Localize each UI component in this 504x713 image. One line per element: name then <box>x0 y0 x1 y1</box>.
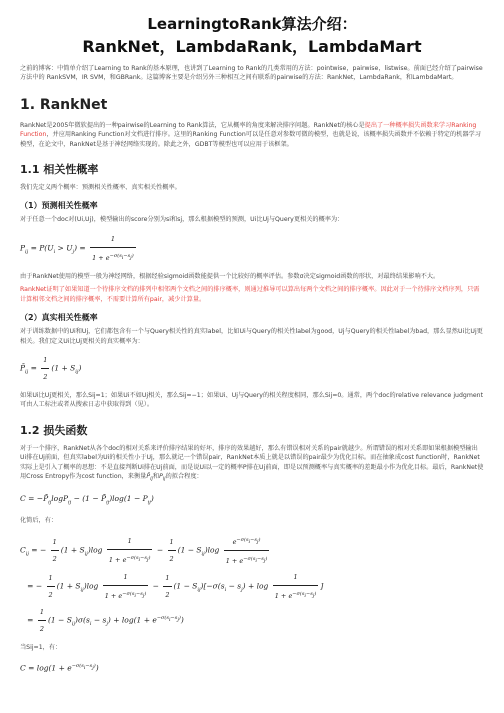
intro-paragraph: 之前的博客：中简单介绍了Learning to Rank的基本原理，也讲到了Learning to Rank的几类常用的方法：pointwise，pairwise，listwise。前面已经介绍了pairwise方法中的 RankSVM，IR SVM，和GBRank。这篇博客主要是介绍另外三种相互之间有联系的pairwise的方法：RankNet，LambdaRank，和LambdaMart。 <box>20 65 483 82</box>
predicted-text: 对于任意一个doc对(Ui,Uj)，模型输出的score分别为si和sj，那么根据模型的预测，Ui比Uj与Query更相关的概率为： <box>20 216 344 224</box>
true-text: 对于训练数据中的Ui和Uj，它们都包含有一个与Query相关性的真实label，比如Ui与Query的相关性label为good，Uj与Query的相关性label为bad，那么显然Ui比Uj更相关。我们定义Ui比Uj更相关的真实概率为： <box>20 328 483 345</box>
formula-cross-entropy: $C = -P̄_{ij}\log P_{ij} - (1$ − $P̄_{ij})\log(1 - P_{ij})$ <box>20 493 154 506</box>
formula-simplified: $C_{ij}$ = − $\frac{1}{2}$ $(1 + S_{ij})\log$ $\frac{1}{1 + e^{-\sigma(si-sj)}}$ − $\frac{1}{2}$ $(1 - S_{ij})\log$ $\frac{e^{-\sigma(si-sj)}}{1 + e^{-\sigma(si-sj)}}$ = − $\frac{1}{2}$ $(1 + S_{ij})\log$ $\frac{1}{1 + e^{-\sigma(si-sj)}}$ − $\frac{1}{2}$ $(1 - S_{ij})[-\sigma(s_i - s_j) + \log$ $\frac{1}{1 + e^{-\sigma(si-sj)}}$ ] = $\frac{1}{2}$ $(1 - S_{ij})\sigma(s_i - s_j) + \log(1 + e^{-\sigma(si-sj)})$ <box>20 532 484 637</box>
formula-sij-one: $C = \log(1 + e^{-\sigma(si-sj)})$ <box>20 663 99 673</box>
section-heading-probability: 1.1 相关性概率 <box>20 163 99 177</box>
probability-intro: 我们先定义两个概率：预测相关性概率、真实相关性概率。 <box>20 184 181 192</box>
subheading-true: （2）真实相关性概率 <box>20 313 98 323</box>
page-title-line1: LearningtoRank算法介绍： <box>147 15 357 33</box>
predicted-explanation: 由于RankNet使用的模型一般为神经网络，根据经验sigmoid函数能提供一个比较好的概率评估。参数σ决定sigmoid函数的形状，对最终结果影响不大。 <box>20 273 440 280</box>
sij-condition-text: 当Sij=1，有： <box>20 644 62 652</box>
formula-true-probability: $P̄_{ij}$ = $\frac{1}{2}$ $(1 + S_{ij})$ <box>20 352 484 385</box>
formula-predicted-probability: $P_{ij} = P(U_i > U_j)$ = $\frac{1}{1 + e^{-\sigma(si-sj)}}$ <box>20 231 484 266</box>
section-heading-ranknet: 1. RankNet <box>20 96 108 113</box>
predicted-highlight: RankNet证明了如果知道一个待排序文档的排列中相邻两个文档之间的排序概率，则通过推导可以算出每两个文档之间的排序概率。因此对于一个待排序文档序列，只需计算相邻文档之间的排序概率，不需要计算所有pair，减少计算量。 <box>20 286 480 303</box>
page-title-line2: RankNet，LambdaRank，LambdaMart <box>82 37 422 56</box>
highlight-text: 提出了一种概率损失函数来学习Ranking Function <box>20 121 477 139</box>
loss-text: 对于一个排序，RankNet从各个doc的相对关系来评价排序结果的好坏，排序的效果越好，那么有错误相对关系的pair就越少。所谓错误的相对关系即如果根据模型输出Ui排在Uj前面，但真实label为Ui的相关性小于Uj，那么就记一个错误pair，RankNet本质上就是以错误的pair最少为优化目标。而在抽象成cost function时，RankNet实际上是引入了概率的思想：不是直接判断Ui排在Uj前面，而是说Ui以一定的概率P排在Uj前面，即是以预测概率与真实概率的差距最小作为优化目标。最后，RankNet使用Cross Entropy作为cost function，来衡量$P̄_{ij}$和$P_{ij}$的拟合程度： <box>20 444 484 483</box>
simplify-text: 化简后，有： <box>20 517 58 525</box>
subheading-predicted: （1）预测相关性概率 <box>20 201 98 211</box>
true-explanation: 如果Ui比Uj更相关，那么Sij=1；如果Ui不如Uj相关，那么Sij=−1；如果Ui、Uj与Query的相关程度相同，那么Sij=0。通常，两个doc的relative relevance judgment可由人工标注或者从搜索日志中获取得到（见）。 <box>20 392 484 409</box>
section-heading-loss: 1.2 损失函数 <box>20 423 88 437</box>
ranknet-paragraph: RankNet是2005年微软提出的一种pairwise的Learning to Rank算法，它从概率的角度来解决排序问题。RankNet的核心是提出了一种概率损失函数来学习Ranking Function，并应用Ranking Function对文档进行排序。这里的Ranking Function可以是任意对参数可微的模型，也就是说，该概率损失函数并不依赖于特定的机器学习模型，在论文中，RankNet是基于神经网络实现的。除此之外，GDBT等模型也可以应用于该框架。 <box>20 121 481 148</box>
